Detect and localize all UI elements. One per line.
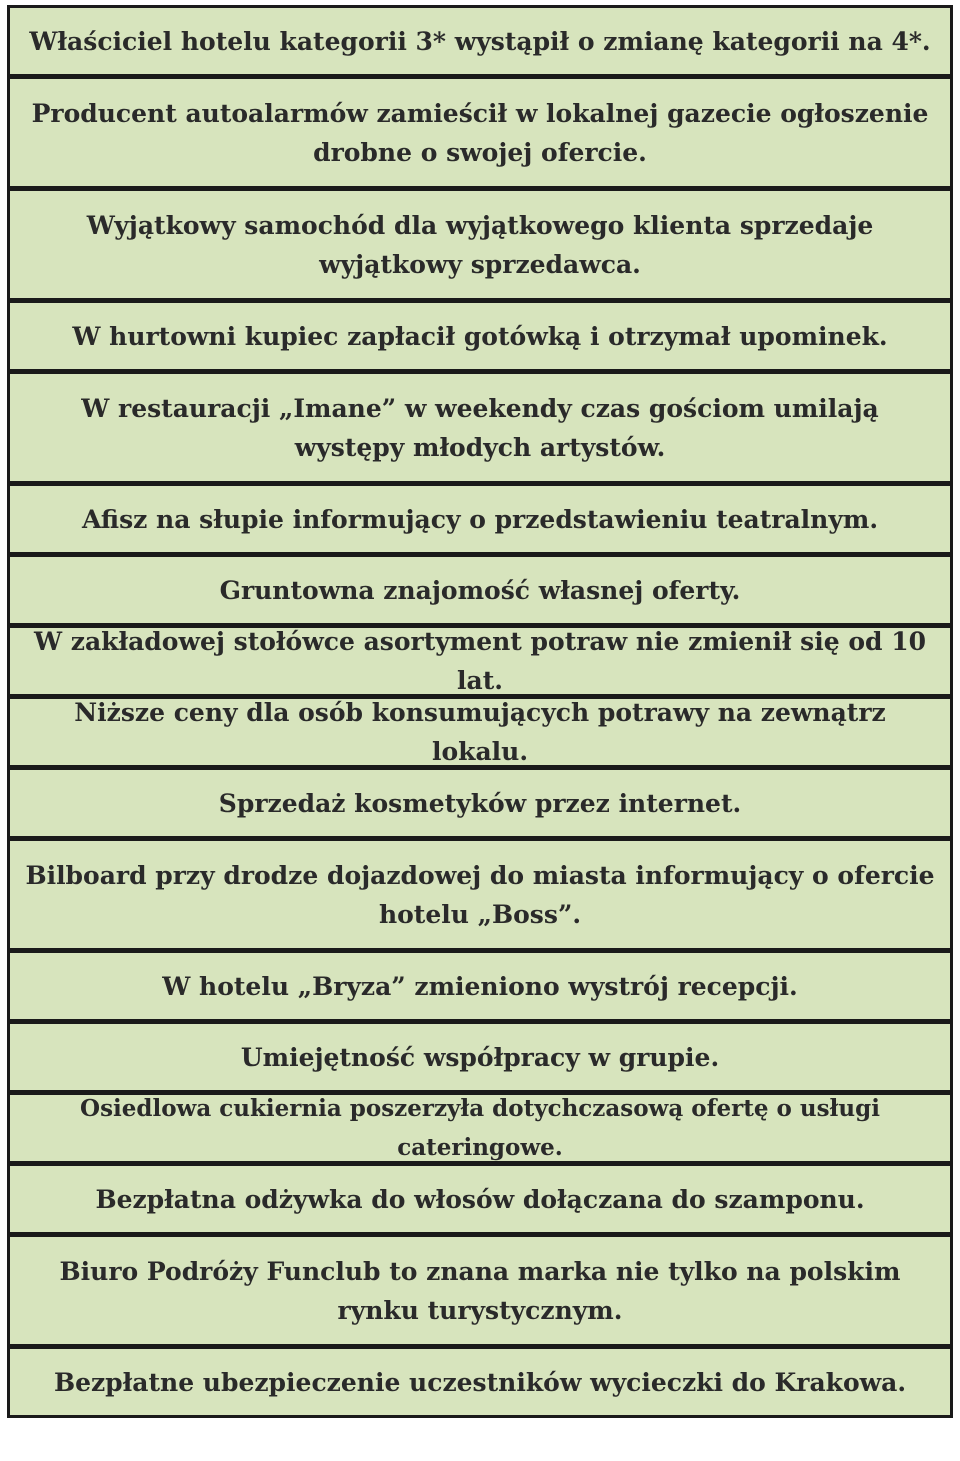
statement-card-14: Osiedlowa cukiernia poszerzyła dotychczasową ofertę o usługi cateringowe. — [7, 1092, 953, 1164]
statement-card-2: Producent autoalarmów zamieścił w lokalnej gazecie ogłoszenie drobne o swojej ofercie. — [7, 76, 953, 189]
statement-card-list — [7, 5, 953, 1418]
statement-card-15: Bezpłatna odżywka do włosów dołączana do szamponu. — [7, 1163, 953, 1235]
statement-card-3: Wyjątkowy samochód dla wyjątkowego klienta sprzedaje wyjątkowy sprzedawca. — [7, 188, 953, 301]
statement-card-10: Sprzedaż kosmetyków przez internet. — [7, 767, 953, 839]
statement-card-5: W restauracji „Imane” w weekendy czas gościom umilają występy młodych artystów. — [7, 371, 953, 484]
statement-card-17: Bezpłatne ubezpieczenie uczestników wycieczki do Krakowa. — [7, 1346, 953, 1418]
statement-card-13: Umiejętność współpracy w grupie. — [7, 1021, 953, 1093]
statement-card-6: Afisz na słupie informujący o przedstawieniu teatralnym. — [7, 483, 953, 555]
statement-card-16: Biuro Podróży Funclub to znana marka nie tylko na polskim rynku turystycznym. — [7, 1234, 953, 1347]
statement-card-1: Właściciel hotelu kategorii 3* wystąpił o zmianę kategorii na 4*. — [7, 5, 953, 77]
statement-card-9: Niższe ceny dla osób konsumujących potrawy na zewnątrz lokalu. — [7, 696, 953, 768]
statement-card-4: W hurtowni kupiec zapłacił gotówką i otrzymał upominek. — [7, 300, 953, 372]
statement-card-12: W hotelu „Bryza” zmieniono wystrój recepcji. — [7, 950, 953, 1022]
statement-card-11: Bilboard przy drodze dojazdowej do miasta informujący o ofercie hotelu „Boss”. — [7, 838, 953, 951]
statement-card-7: Gruntowna znajomość własnej oferty. — [7, 554, 953, 626]
statement-card-8: W zakładowej stołówce asortyment potraw nie zmienił się od 10 lat. — [7, 625, 953, 697]
